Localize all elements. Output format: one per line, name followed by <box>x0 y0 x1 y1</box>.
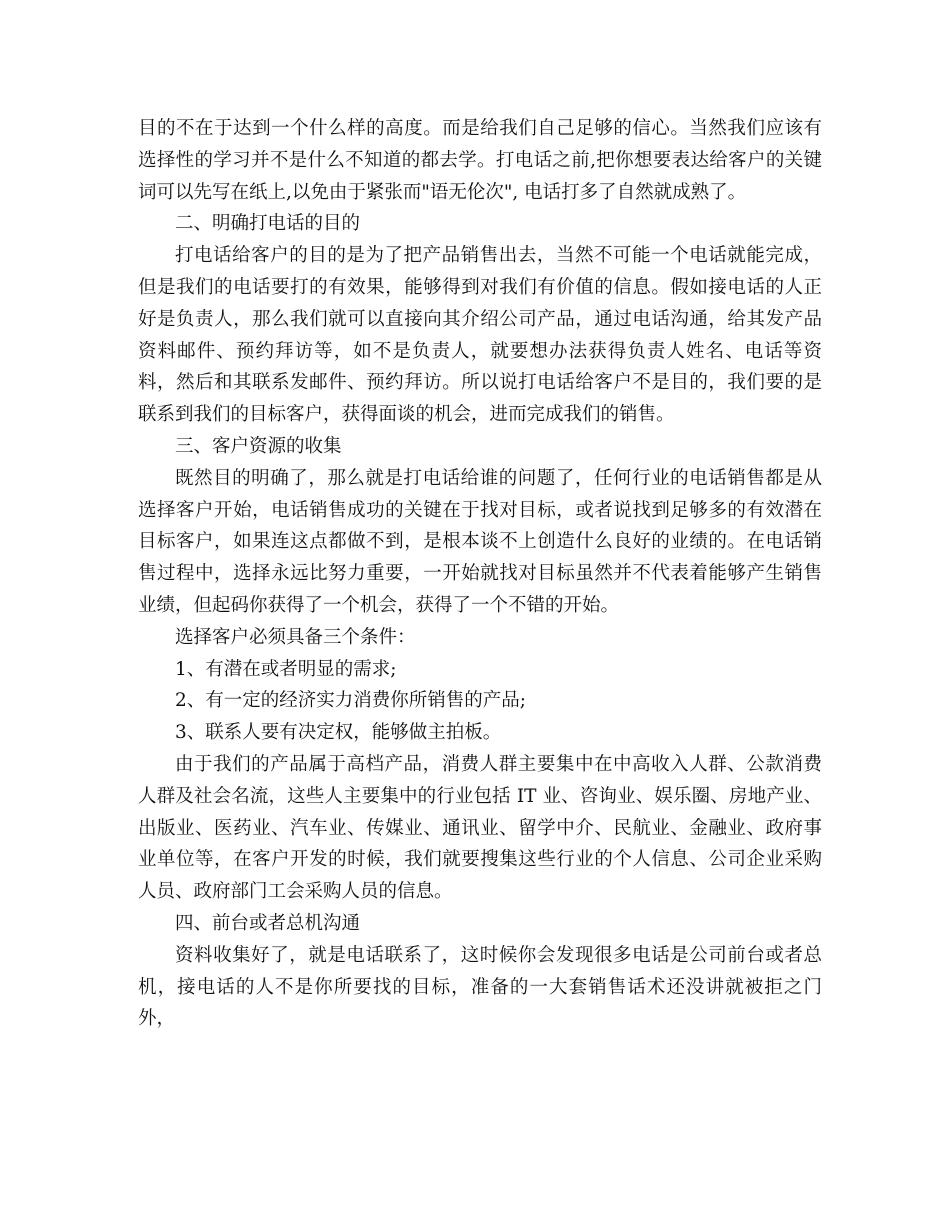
section-heading-2: 二、明确打电话的目的 <box>175 213 361 235</box>
list-item: 3、联系人要有决定权，能够做主拍板。 <box>175 722 502 744</box>
paragraph: 资料收集好了，就是电话联系了，这时候你会发现很多电话是公司前台或者总机，接电话的人不是你所要找的目标，准备的一大套销售话术还没讲就被拒之门外， <box>138 944 822 1030</box>
paragraph: 打电话给客户的目的是为了把产品销售出去，当然不可能一个电话就能完成，但是我们的电话要打的有效果，能够得到对我们有价值的信息。假如接电话的人正好是负责人，那么我们就可以直接向其介绍公司产品，通过电话沟通，给其发产品资料邮件、预约拜访等，如不是负责人，就要想办法获得负责人姓名、电话等资料，然后和其联系发邮件、预约拜访。所以说打电话给客户不是目的，我们要的是联系到我们的目标客户，获得面谈的机会，进而完成我们的销售。 <box>138 245 822 426</box>
section-heading-3: 三、客户资源的收集 <box>175 435 342 457</box>
document-body <box>138 113 822 1035</box>
list-item: 2、有一定的经济实力消费你所销售的产品; <box>175 690 527 712</box>
section-heading-4: 四、前台或者总机沟通 <box>175 912 361 934</box>
paragraph-continuation: 目的不在于达到一个什么样的高度。而是给我们自己足够的信心。当然我们应该有选择性的学习并不是什么不知道的都去学。打电话之前,把你想要表达给客户的关键词可以先写在纸上,以免由于紧张而"语无伦次", 电话打多了自然就成熟了。 <box>138 118 822 203</box>
paragraph: 选择客户必须具备三个条件： <box>175 626 416 648</box>
paragraph: 由于我们的产品属于高档产品，消费人群主要集中在中高收入人群、公款消费人群及社会名流，这些人主要集中的行业包括 IT 业、咨询业、娱乐圈、房地产业、出版业、医药业、汽车业、传媒业、通讯业、留学中介、民航业、金融业、政府事业单位等，在客户开发的时候，我们就要搜集这些行业的个人信息、公司企业采购人员、政府部门工会采购人员的信息。 <box>138 753 822 903</box>
paragraph: 既然目的明确了，那么就是打电话给谁的问题了，任何行业的电话销售都是从选择客户开始，电话销售成功的关键在于找对目标，或者说找到足够多的有效潜在目标客户，如果连这点都做不到，是根本谈不上创造什么良好的业绩的。在电话销售过程中，选择永远比努力重要，一开始就找对目标虽然并不代表着能够产生销售业绩，但起码你获得了一个机会，获得了一个不错的开始。 <box>138 467 822 616</box>
list-item: 1、有潜在或者明显的需求; <box>175 658 397 680</box>
